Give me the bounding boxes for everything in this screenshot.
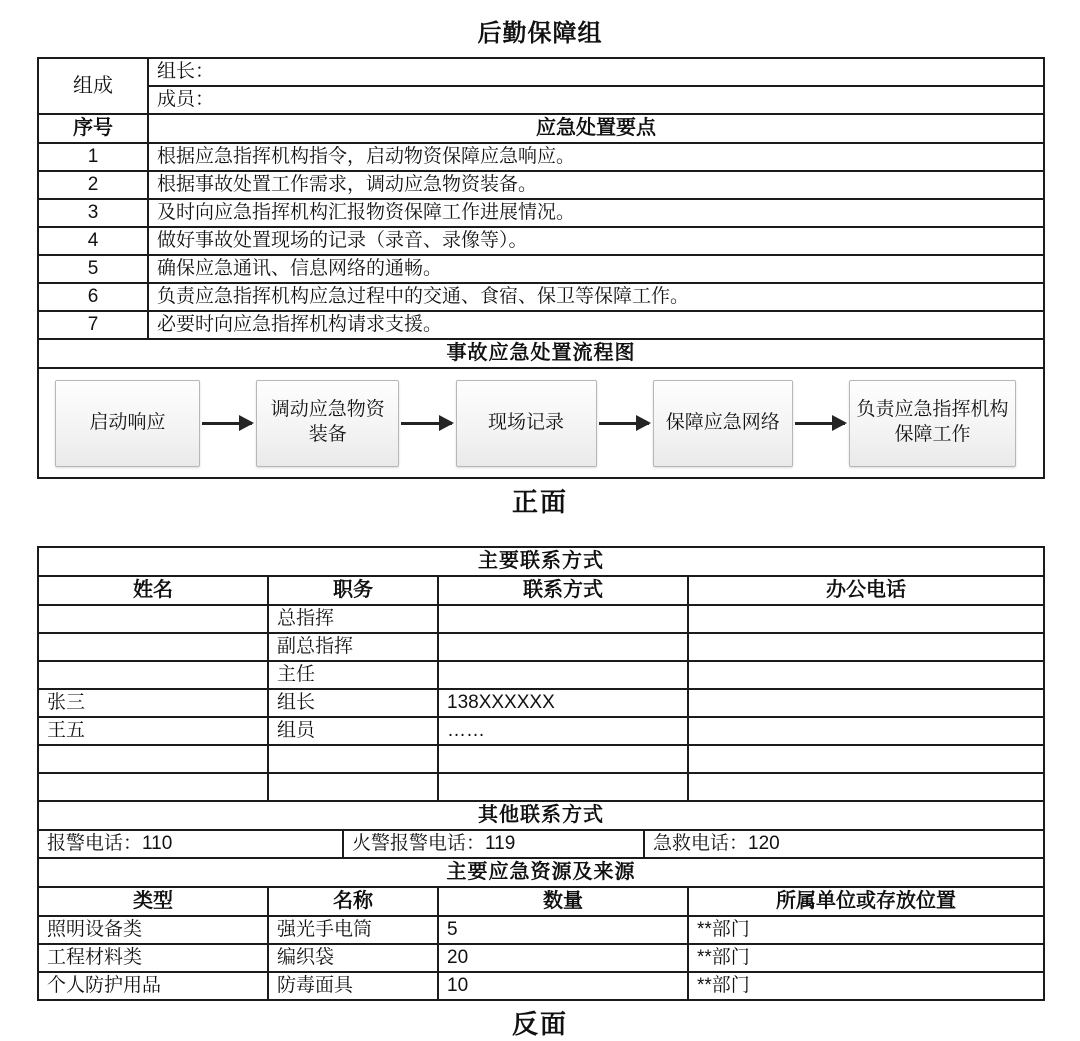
resource-qty-cell: 5 bbox=[438, 916, 688, 944]
contacts-header-row bbox=[38, 576, 1044, 605]
resource-row bbox=[38, 916, 1044, 944]
composition-row bbox=[38, 58, 1044, 86]
emergency-phones-row bbox=[38, 830, 1044, 858]
contacts-title-row bbox=[38, 547, 1044, 576]
resource-name-cell: 强光手电筒 bbox=[268, 916, 438, 944]
points-header: 应急处置要点 bbox=[148, 114, 1044, 143]
flow-step-label: 现场记录 bbox=[487, 411, 564, 433]
contact-office-cell bbox=[688, 717, 1044, 745]
contact-position-cell bbox=[268, 773, 438, 801]
col-header-qty: 数量 bbox=[438, 887, 688, 916]
col-header-res-name: 名称 bbox=[268, 887, 438, 916]
resource-type-cell: 工程材料类 bbox=[38, 944, 268, 972]
contact-row bbox=[38, 661, 1044, 689]
flow-arrow-icon bbox=[599, 422, 649, 425]
contact-name-cell bbox=[38, 633, 268, 661]
col-header-office-phone: 办公电话 bbox=[688, 576, 1044, 605]
flow-step-box bbox=[653, 380, 793, 467]
point-row bbox=[38, 283, 1044, 311]
flow-arrow-icon bbox=[795, 422, 845, 425]
composition-row bbox=[38, 86, 1044, 114]
flow-arrow-icon bbox=[202, 422, 252, 425]
contact-position-cell: 主任 bbox=[268, 661, 438, 689]
fire-phone-cell: 火警报警电话：119 bbox=[343, 830, 644, 858]
contact-phone-cell bbox=[438, 633, 688, 661]
front-side-label: 正面 bbox=[511, 487, 568, 517]
resources-header-row bbox=[38, 887, 1044, 916]
point-text: 负责应急指挥机构应急过程中的交通、食宿、保卫等保障工作。 bbox=[148, 283, 1044, 311]
back-table bbox=[37, 546, 1045, 1001]
leader-cell: 组长： bbox=[148, 58, 1044, 86]
flow-step-label: 调动应急物资装备 bbox=[270, 399, 385, 445]
flow-step-label: 启动响应 bbox=[89, 411, 166, 433]
flow-step-box bbox=[849, 380, 1016, 467]
contact-office-cell bbox=[688, 633, 1044, 661]
point-text: 做好事故处置现场的记录（录音、录像等）。 bbox=[148, 227, 1044, 255]
composition-label: 组成 bbox=[38, 58, 148, 114]
resources-title: 主要应急资源及来源 bbox=[38, 858, 1044, 887]
contact-position-cell: 组长 bbox=[268, 689, 438, 717]
flow-step-box bbox=[456, 380, 597, 467]
resource-type-cell: 照明设备类 bbox=[38, 916, 268, 944]
contact-row bbox=[38, 717, 1044, 745]
resource-row bbox=[38, 944, 1044, 972]
point-text: 根据事故处置工作需求，调动应急物资装备。 bbox=[148, 171, 1044, 199]
contact-row bbox=[38, 633, 1044, 661]
point-text: 根据应急指挥机构指令，启动物资保障应急响应。 bbox=[148, 143, 1044, 171]
contact-name-cell bbox=[38, 773, 268, 801]
page-title: 后勤保障组 bbox=[477, 20, 603, 47]
other-contacts-title-row bbox=[38, 801, 1044, 830]
other-contacts-title: 其他联系方式 bbox=[38, 801, 1044, 830]
points-header-row bbox=[38, 114, 1044, 143]
point-number: 6 bbox=[38, 283, 148, 311]
police-phone-cell: 报警电话：110 bbox=[38, 830, 343, 858]
point-number: 3 bbox=[38, 199, 148, 227]
members-cell: 成员： bbox=[148, 86, 1044, 114]
resource-location-cell: **部门 bbox=[688, 916, 1044, 944]
contact-name-cell bbox=[38, 605, 268, 633]
point-number: 4 bbox=[38, 227, 148, 255]
flowchart-row bbox=[38, 368, 1044, 478]
contact-phone-cell bbox=[438, 773, 688, 801]
resource-qty-cell: 10 bbox=[438, 972, 688, 1000]
point-number: 2 bbox=[38, 171, 148, 199]
resource-name-cell: 防毒面具 bbox=[268, 972, 438, 1000]
contact-name-cell bbox=[38, 661, 268, 689]
back-side-label: 反面 bbox=[511, 1009, 568, 1039]
resource-row bbox=[38, 972, 1044, 1000]
contact-name-cell: 张三 bbox=[38, 689, 268, 717]
contact-phone-cell bbox=[438, 661, 688, 689]
point-row bbox=[38, 199, 1044, 227]
index-header: 序号 bbox=[38, 114, 148, 143]
contact-position-cell: 副总指挥 bbox=[268, 633, 438, 661]
contact-office-cell bbox=[688, 661, 1044, 689]
flow-step-label: 负责应急指挥机构保障工作 bbox=[856, 399, 1009, 445]
front-table bbox=[37, 57, 1045, 479]
resource-qty-cell: 20 bbox=[438, 944, 688, 972]
contact-phone-cell: 138XXXXXX bbox=[438, 689, 688, 717]
contact-position-cell bbox=[268, 745, 438, 773]
col-header-type: 类型 bbox=[38, 887, 268, 916]
contact-row bbox=[38, 605, 1044, 633]
point-text: 确保应急通讯、信息网络的通畅。 bbox=[148, 255, 1044, 283]
contacts-title: 主要联系方式 bbox=[38, 547, 1044, 576]
contact-name-cell: 王五 bbox=[38, 717, 268, 745]
medical-phone-cell: 急救电话：120 bbox=[644, 830, 1044, 858]
point-number: 7 bbox=[38, 311, 148, 339]
flow-step-label: 保障应急网络 bbox=[665, 411, 780, 433]
resources-title-row bbox=[38, 858, 1044, 887]
flowchart-cell bbox=[38, 368, 1044, 478]
contact-phone-cell: …… bbox=[438, 717, 688, 745]
point-text: 及时向应急指挥机构汇报物资保障工作进展情况。 bbox=[148, 199, 1044, 227]
contact-position-cell: 总指挥 bbox=[268, 605, 438, 633]
flow-arrow-icon bbox=[401, 422, 451, 425]
flowchart-title-row bbox=[38, 339, 1044, 368]
flowchart-title: 事故应急处置流程图 bbox=[38, 339, 1044, 368]
contact-phone-cell bbox=[438, 745, 688, 773]
point-text: 必要时向应急指挥机构请求支援。 bbox=[148, 311, 1044, 339]
contact-office-cell bbox=[688, 689, 1044, 717]
point-row bbox=[38, 143, 1044, 171]
contact-phone-cell bbox=[438, 605, 688, 633]
contact-name-cell bbox=[38, 745, 268, 773]
contact-row bbox=[38, 773, 1044, 801]
flow-step-box bbox=[55, 380, 200, 467]
contact-office-cell bbox=[688, 605, 1044, 633]
point-number: 1 bbox=[38, 143, 148, 171]
contact-row bbox=[38, 689, 1044, 717]
flow-step-box bbox=[256, 380, 399, 467]
point-row bbox=[38, 227, 1044, 255]
resource-location-cell: **部门 bbox=[688, 944, 1044, 972]
point-row bbox=[38, 311, 1044, 339]
flowchart bbox=[39, 369, 1043, 477]
col-header-location: 所属单位或存放位置 bbox=[688, 887, 1044, 916]
point-row bbox=[38, 171, 1044, 199]
contact-row bbox=[38, 745, 1044, 773]
point-number: 5 bbox=[38, 255, 148, 283]
resource-type-cell: 个人防护用品 bbox=[38, 972, 268, 1000]
col-header-position: 职务 bbox=[268, 576, 438, 605]
contact-position-cell: 组员 bbox=[268, 717, 438, 745]
col-header-contact: 联系方式 bbox=[438, 576, 688, 605]
col-header-name: 姓名 bbox=[38, 576, 268, 605]
resource-location-cell: **部门 bbox=[688, 972, 1044, 1000]
contact-office-cell bbox=[688, 745, 1044, 773]
resource-name-cell: 编织袋 bbox=[268, 944, 438, 972]
point-row bbox=[38, 255, 1044, 283]
contact-office-cell bbox=[688, 773, 1044, 801]
